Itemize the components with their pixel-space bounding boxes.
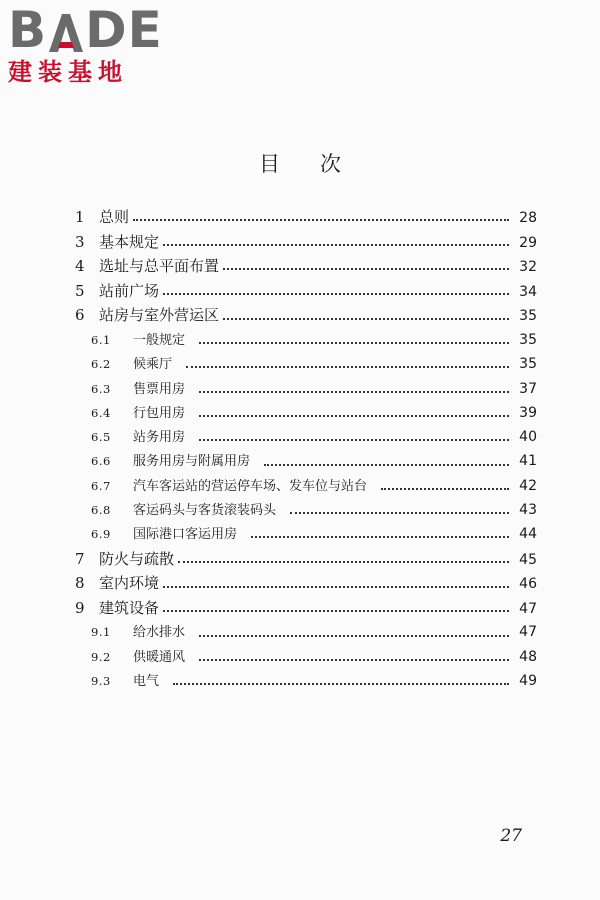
toc-leader-dots <box>163 586 509 588</box>
toc-entry-label: 候乘厅 <box>133 357 173 373</box>
toc-leader-dots <box>163 610 509 612</box>
toc-entry-number: 6 <box>75 306 85 325</box>
toc-entry-number: 7 <box>75 549 85 568</box>
toc-entry-label: 选址与总平面布置 <box>99 257 220 276</box>
logo-letter-b: B <box>8 1 48 59</box>
toc-entry-label: 总则 <box>99 208 130 226</box>
toc-leader-dots <box>163 293 509 295</box>
toc-entry-number: 8 <box>75 574 85 593</box>
logo-letter-a-icon <box>47 12 85 56</box>
toc-entry-label: 供暖通风 <box>133 649 186 665</box>
toc-entry-label: 行包用房 <box>133 405 186 421</box>
toc-entry-page: 28 <box>519 210 537 226</box>
toc-entry-label: 电气 <box>133 674 160 690</box>
toc-leader-dots <box>199 659 509 661</box>
toc-entry-number: 6.6 <box>91 454 111 469</box>
toc-leader-dots <box>199 342 509 344</box>
toc-entry <box>75 499 537 523</box>
toc-entry <box>75 206 537 231</box>
toc-leader-dots <box>199 635 509 637</box>
toc-entry-number: 9.1 <box>91 625 111 640</box>
toc-leader-dots <box>223 318 509 320</box>
toc-entry-label: 建筑设备 <box>99 598 160 617</box>
toc-entry-number: 6.2 <box>91 357 111 372</box>
toc-entry <box>75 304 537 329</box>
toc-entry-page: 40 <box>519 429 537 446</box>
toc-entry-number: 6.5 <box>91 430 111 445</box>
toc-entry-number: 6.9 <box>91 527 111 542</box>
toc-entry-page: 35 <box>519 356 537 373</box>
toc-entry-page: 37 <box>519 380 537 397</box>
toc-entry <box>75 548 537 573</box>
logo-letters-de: DE <box>85 1 163 59</box>
toc-entry <box>75 523 537 547</box>
toc-entry <box>75 646 537 670</box>
toc-entry-number: 9.2 <box>91 649 111 664</box>
toc-entry-page: 47 <box>519 600 537 617</box>
toc-entry <box>75 572 537 597</box>
toc-entry-page: 49 <box>519 673 537 690</box>
toc-entry-page: 44 <box>519 526 537 543</box>
toc-leader-dots <box>381 488 509 490</box>
toc-entry-label: 室内环境 <box>99 574 160 593</box>
toc-entry-page: 45 <box>519 551 537 568</box>
logo-subtitle: 建装基地 <box>8 58 128 86</box>
toc-entry <box>75 402 537 426</box>
toc-entry <box>75 231 537 256</box>
toc-entry-number: 6.8 <box>91 503 111 518</box>
toc-leader-dots <box>178 561 509 563</box>
logo-wordmark <box>8 1 178 59</box>
toc-entry-page: 47 <box>519 624 537 641</box>
toc-leader-dots <box>264 464 509 466</box>
toc-entry-label: 一般规定 <box>133 332 186 348</box>
toc-entry-number: 1 <box>75 208 85 226</box>
toc-entry-label: 站务用房 <box>133 430 186 446</box>
toc-entry-number: 9.3 <box>91 674 111 689</box>
toc-entry <box>75 450 537 474</box>
toc-entry-page: 46 <box>519 576 537 593</box>
toc-entry <box>75 353 537 377</box>
toc-entry-number: 6.3 <box>91 381 111 396</box>
toc-leader-dots <box>199 439 509 441</box>
toc-leader-dots <box>163 244 509 246</box>
toc-entry-number: 9 <box>75 598 85 617</box>
toc-entry-page: 32 <box>519 259 537 276</box>
toc-entry-page: 35 <box>519 308 537 325</box>
toc-entry <box>75 426 537 450</box>
toc-entry-page: 41 <box>519 453 537 470</box>
toc-entry <box>75 255 537 280</box>
toc-entry <box>75 280 537 305</box>
table-of-contents <box>75 206 537 694</box>
toc-entry-page: 39 <box>519 404 537 421</box>
toc-entry-label: 基本规定 <box>99 232 160 251</box>
toc-leader-dots <box>251 536 509 538</box>
toc-leader-dots <box>223 268 509 270</box>
toc-entry-number: 6.1 <box>91 332 111 347</box>
toc-entry <box>75 329 537 353</box>
toc-entry-label: 站房与室外营运区 <box>99 306 220 325</box>
toc-entry-label: 国际港口客运用房 <box>133 527 238 543</box>
toc-entry-label: 客运码头与客货滚装码头 <box>133 503 277 519</box>
toc-entry-number: 5 <box>75 281 85 300</box>
toc-entry-number: 6.7 <box>91 478 111 493</box>
toc-entry-page: 48 <box>519 648 537 665</box>
page-number: 27 <box>500 826 522 846</box>
toc-entry-number: 3 <box>75 232 85 251</box>
toc-entry <box>75 475 537 499</box>
toc-entry-label: 站前广场 <box>99 281 160 300</box>
toc-title: 目次 <box>259 152 381 176</box>
toc-entry-page: 35 <box>519 331 537 348</box>
toc-entry-page: 42 <box>519 477 537 494</box>
toc-entry-page: 43 <box>519 502 537 519</box>
toc-entry-label: 给水排水 <box>133 625 186 641</box>
toc-entry-label: 汽车客运站的营运停车场、发车位与站台 <box>133 478 368 494</box>
toc-leader-dots <box>186 366 509 368</box>
toc-entry <box>75 378 537 402</box>
toc-leader-dots <box>133 219 509 221</box>
toc-entry-label: 服务用房与附属用房 <box>133 454 251 470</box>
toc-entry-page: 29 <box>519 234 537 251</box>
toc-entry <box>75 670 537 694</box>
toc-entry-label: 售票用房 <box>133 381 186 397</box>
toc-leader-dots <box>199 415 509 417</box>
toc-leader-dots <box>173 683 509 685</box>
toc-entry <box>75 621 537 645</box>
toc-leader-dots <box>290 512 509 514</box>
toc-entry-number: 4 <box>75 257 85 276</box>
toc-leader-dots <box>199 391 509 393</box>
toc-entry-label: 防火与疏散 <box>99 549 175 568</box>
toc-entry-page: 34 <box>519 283 537 300</box>
bade-logo <box>8 1 178 86</box>
toc-entry <box>75 597 537 622</box>
toc-entry-number: 6.4 <box>91 405 111 420</box>
